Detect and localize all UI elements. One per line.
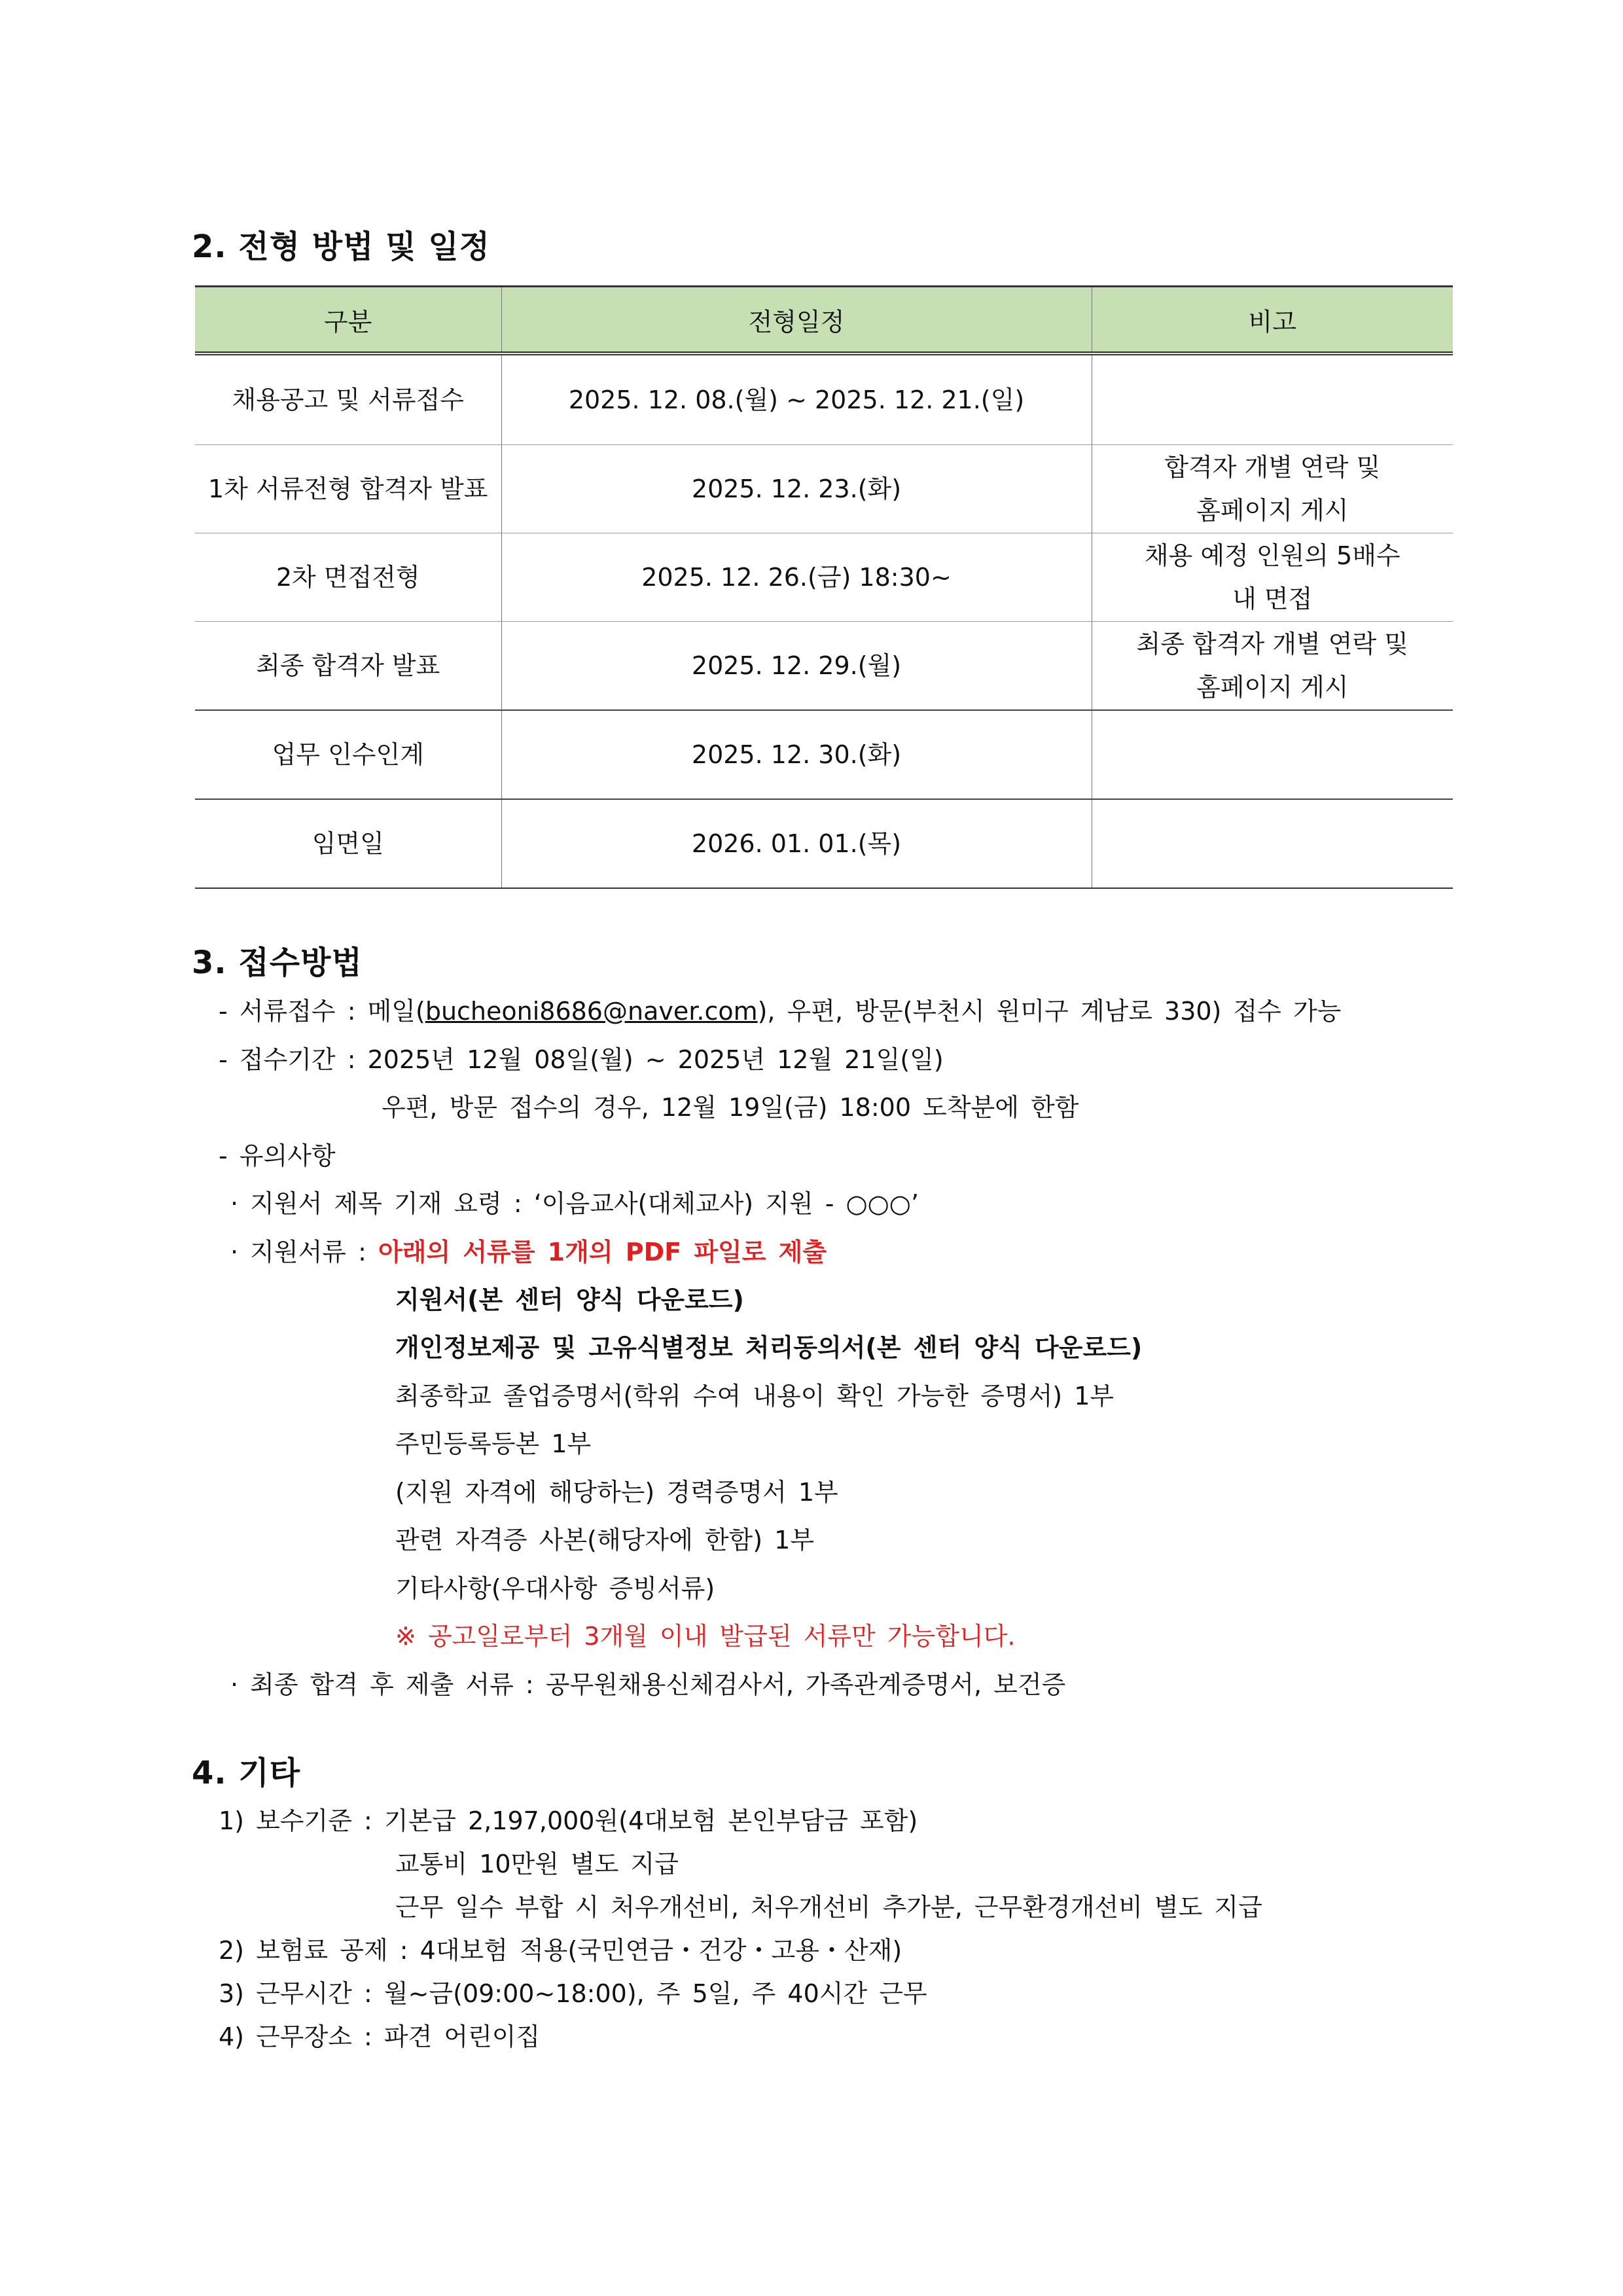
row-category: 2차 면접전형 bbox=[195, 533, 501, 622]
insurance-line: 2) 보험료 공제 : 4대보험 적용(국민연금・건강・고용・산재) bbox=[219, 1936, 902, 1965]
submit-label: - 서류접수 : 메일( bbox=[219, 997, 425, 1026]
section-2-title: 2. 전형 방법 및 일정 bbox=[192, 228, 491, 265]
row-schedule: 2025. 12. 30.(화) bbox=[501, 710, 1092, 799]
schedule-table-header bbox=[195, 287, 1453, 354]
doc-item: 주민등록등본 1부 bbox=[395, 1429, 592, 1458]
email-link[interactable]: bucheoni8686@naver.com bbox=[425, 997, 758, 1026]
submit-rest: ), 우편, 방문(부천시 원미구 계남로 330) 접수 가능 bbox=[757, 997, 1342, 1026]
table-row bbox=[195, 445, 1453, 533]
doc-item: (지원 자격에 해당하는) 경력증명서 1부 bbox=[395, 1478, 838, 1507]
docs-label: · 지원서류 : bbox=[230, 1238, 378, 1266]
table-row bbox=[195, 622, 1453, 711]
table-row bbox=[195, 533, 1453, 622]
doc-item: 관련 자격증 사본(해당자에 한함) 1부 bbox=[395, 1526, 815, 1554]
header-note: 비고 bbox=[1092, 287, 1453, 354]
row-category: 최종 합격자 발표 bbox=[195, 622, 501, 711]
hours-line: 3) 근무시간 : 월~금(09:00~18:00), 주 5일, 주 40시간 근무 bbox=[219, 1979, 927, 2008]
docs-warning: ※ 공고일로부터 3개월 이내 발급된 서류만 가능합니다. bbox=[395, 1622, 1016, 1651]
doc-item: 개인정보제공 및 고유식별정보 처리동의서(본 센터 양식 다운로드) bbox=[395, 1333, 1143, 1362]
place-line: 4) 근무장소 : 파견 어린이집 bbox=[219, 2022, 541, 2051]
period-line: - 접수기간 : 2025년 12월 08일(월) ~ 2025년 12월 21일(일) bbox=[219, 1045, 944, 1074]
row-note: 채용 예정 인원의 5배수 내 면접 bbox=[1092, 533, 1453, 622]
row-category: 임면일 bbox=[195, 799, 501, 888]
schedule-table bbox=[195, 285, 1453, 889]
section-4-title: 4. 기타 bbox=[192, 1755, 301, 1791]
row-note bbox=[1092, 710, 1453, 799]
row-schedule: 2025. 12. 23.(화) bbox=[501, 445, 1092, 533]
table-row bbox=[195, 710, 1453, 799]
row-schedule: 2025. 12. 29.(월) bbox=[501, 622, 1092, 711]
row-schedule: 2026. 01. 01.(목) bbox=[501, 799, 1092, 888]
section-3-title: 3. 접수방법 bbox=[192, 944, 363, 981]
row-schedule: 2025. 12. 08.(월) ~ 2025. 12. 21.(일) bbox=[501, 353, 1092, 445]
header-schedule: 전형일정 bbox=[501, 287, 1092, 354]
row-note: 합격자 개별 연락 및 홈페이지 게시 bbox=[1092, 445, 1453, 533]
pay-line: 1) 보수기준 : 기본급 2,197,000원(4대보험 본인부담금 포함) bbox=[219, 1806, 918, 1835]
table-row bbox=[195, 353, 1453, 445]
doc-item: 지원서(본 센터 양식 다운로드) bbox=[395, 1285, 744, 1314]
pay-sub-1: 교통비 10만원 별도 지급 bbox=[395, 1850, 679, 1878]
row-note: 최종 합격자 개별 연락 및 홈페이지 게시 bbox=[1092, 622, 1453, 711]
final-docs: · 최종 합격 후 제출 서류 : 공무원채용신체검사서, 가족관계증명서, 보건증 bbox=[230, 1670, 1066, 1699]
pay-sub-2: 근무 일수 부합 시 처우개선비, 처우개선비 추가분, 근무환경개선비 별도 지급 bbox=[395, 1893, 1262, 1922]
row-category: 1차 서류전형 합격자 발표 bbox=[195, 445, 501, 533]
table-row bbox=[195, 799, 1453, 888]
row-note bbox=[1092, 353, 1453, 445]
period-note: 우편, 방문 접수의 경우, 12월 19일(금) 18:00 도착분에 한함 bbox=[382, 1093, 1079, 1122]
docs-line bbox=[230, 1228, 827, 1276]
doc-item: 기타사항(우대사항 증빙서류) bbox=[395, 1574, 715, 1603]
row-category: 채용공고 및 서류접수 bbox=[195, 353, 501, 445]
doc-item: 최종학교 졸업증명서(학위 수여 내용이 확인 가능한 증명서) 1부 bbox=[395, 1382, 1115, 1410]
row-note bbox=[1092, 799, 1453, 888]
notice-label: - 유의사항 bbox=[219, 1141, 336, 1170]
title-guide: · 지원서 제목 기재 요령 : ‘이음교사(대체교사) 지원 - ○○○’ bbox=[230, 1189, 919, 1218]
header-category: 구분 bbox=[195, 287, 501, 354]
submit-method-line bbox=[219, 987, 1341, 1035]
row-schedule: 2025. 12. 26.(금) 18:30~ bbox=[501, 533, 1092, 622]
docs-highlight: 아래의 서류를 1개의 PDF 파일로 제출 bbox=[378, 1238, 827, 1266]
row-category: 업무 인수인계 bbox=[195, 710, 501, 799]
